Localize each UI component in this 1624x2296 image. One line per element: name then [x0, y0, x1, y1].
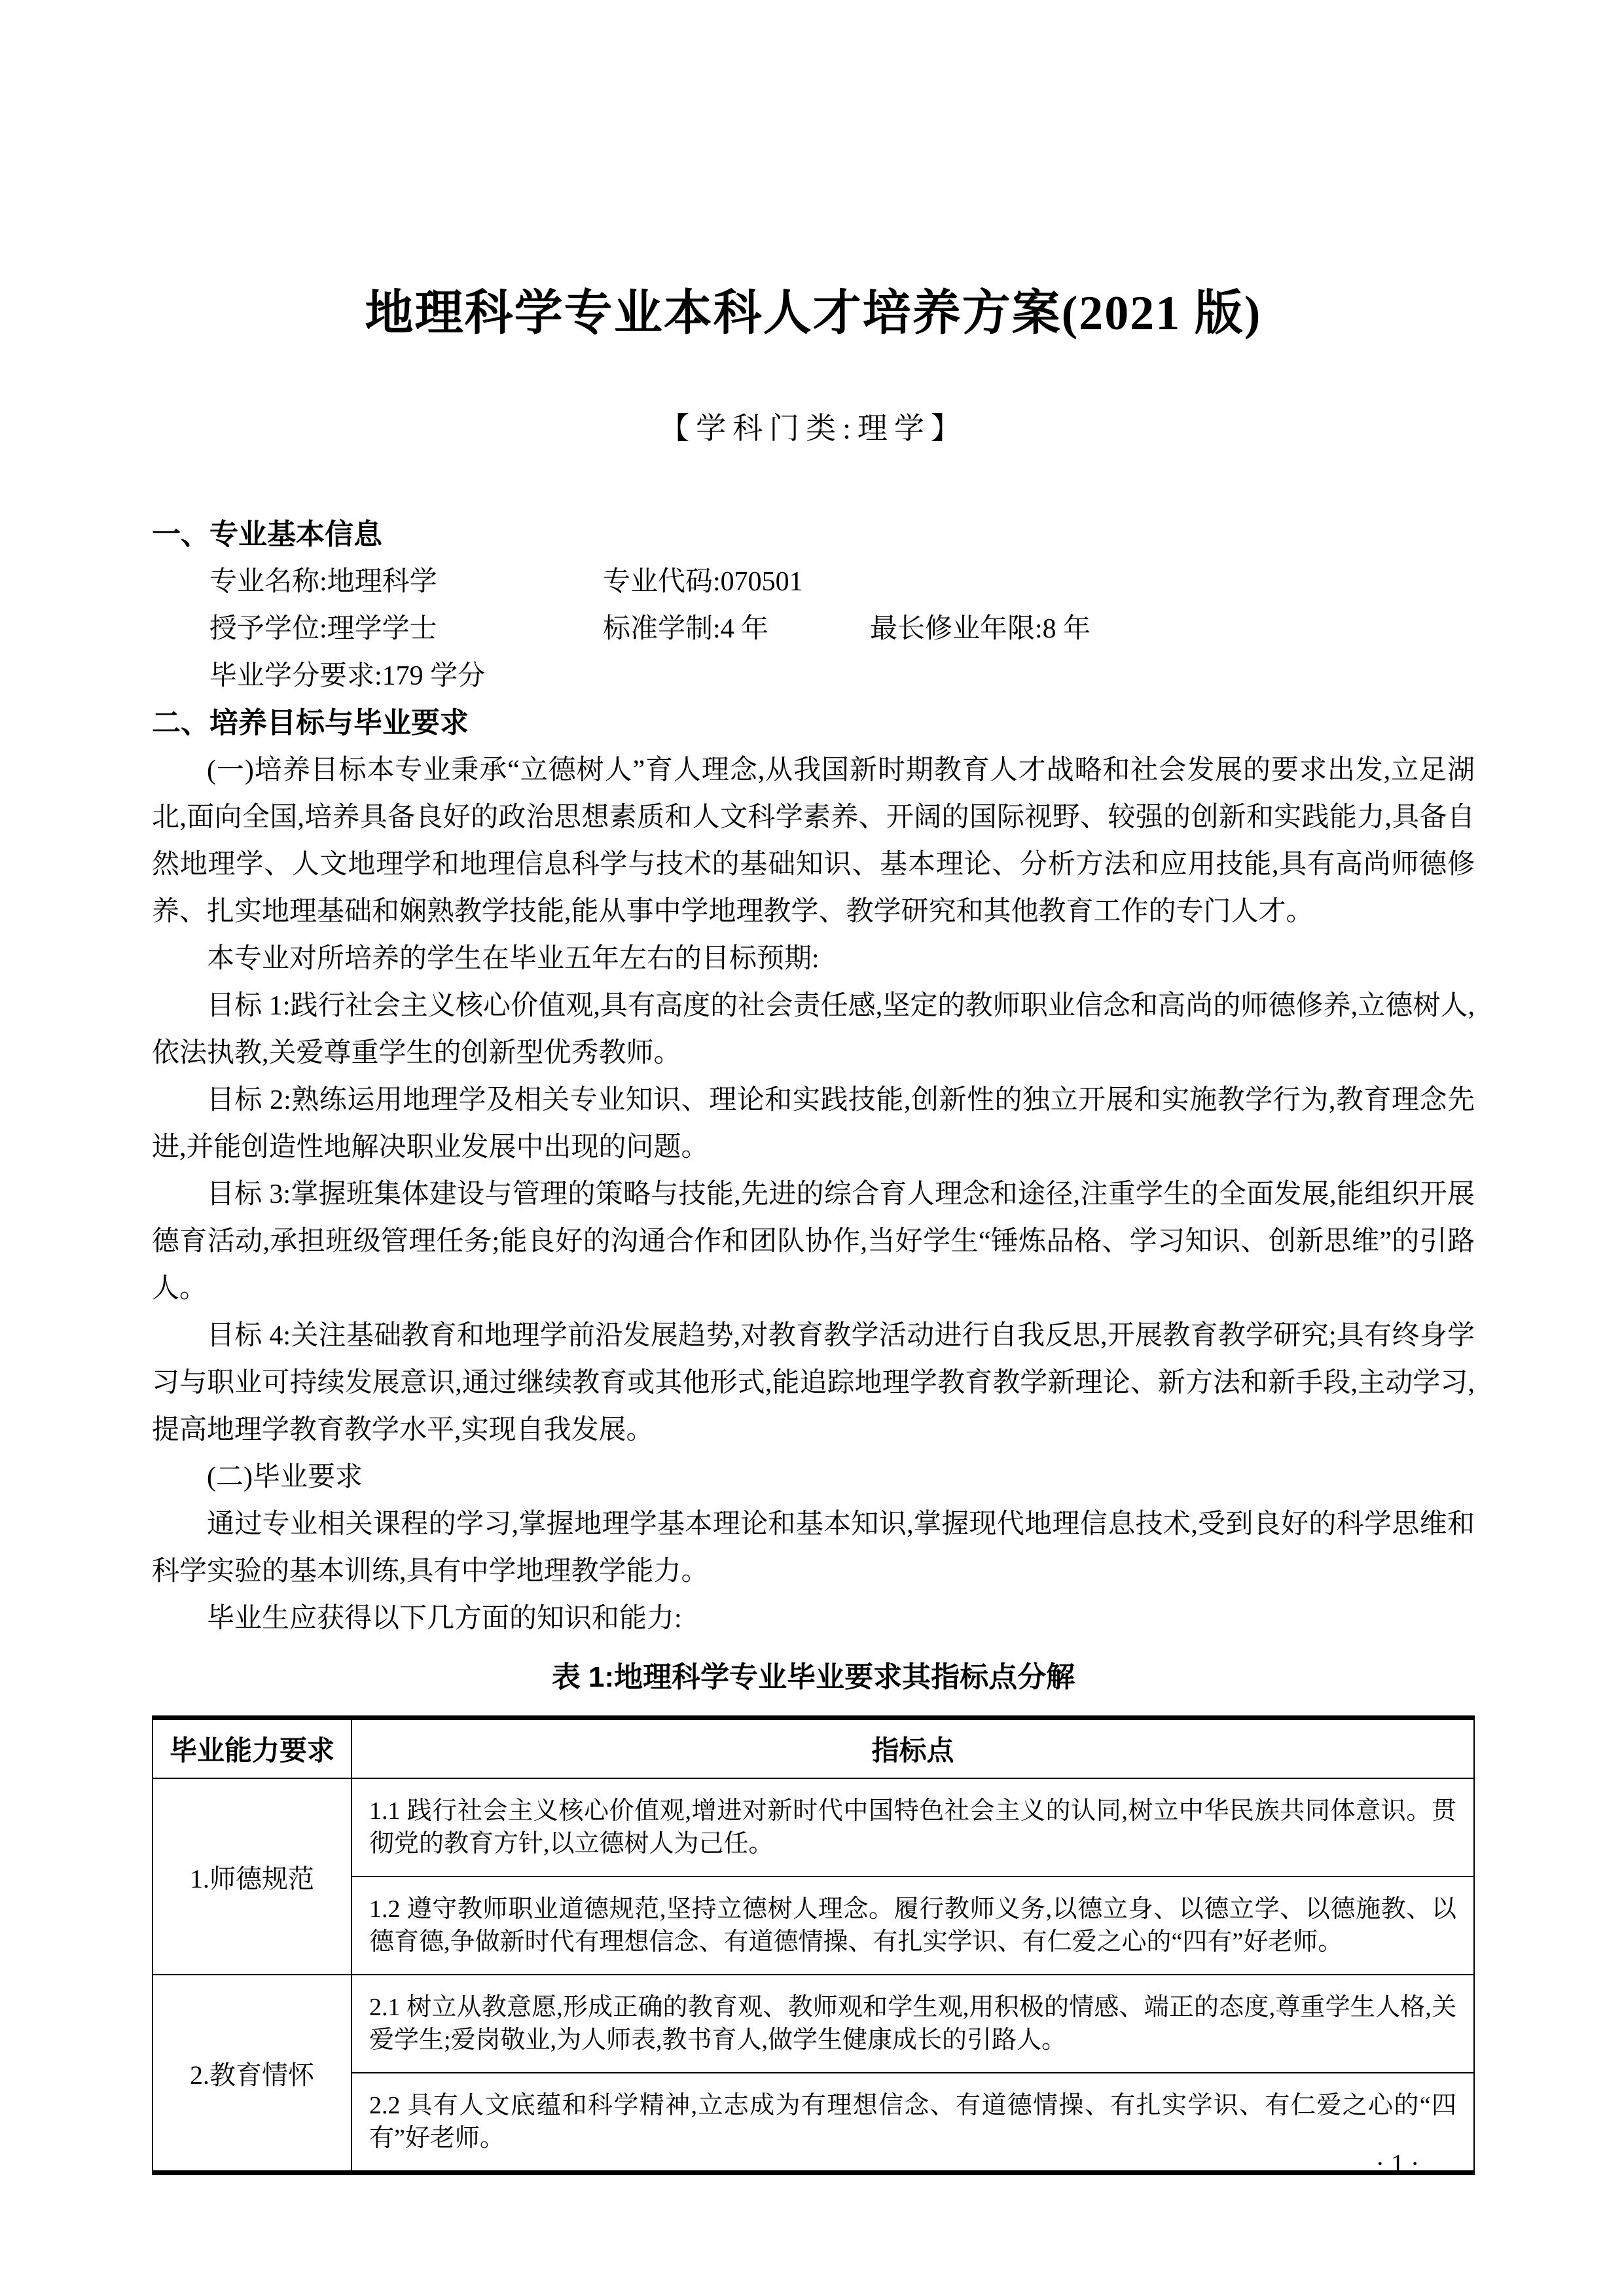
table-row: [153, 1975, 1474, 2073]
goal-2-paragraph: 目标 2:熟练运用地理学及相关专业知识、理论和实践技能,创新性的独立开展和实施教学行为,教育理念先进,并能创造性地解决职业发展中出现的问题。: [152, 1085, 1475, 1162]
table-1-title: 表 1:地理科学专业毕业要求其指标点分解: [551, 1661, 1075, 1693]
major-code-field: 专业代码:070501: [603, 567, 803, 597]
training-goal-intro-paragraph: (一)培养目标本专业秉承“立德树人”育人理念,从我国新时期教育人才战略和社会发展的要求出发,立足湖北,面向全国,培养具备良好的政治思想素质和人文科学素养、开阔的国际视野、较强的创新和实践能力,具备自然地理学、人文地理学和地理信息科学与技术的基础知识、基本理论、分析方法和应用技能,具有高尚师德修养、扎实地理基础和娴熟教学技能,能从事中学地理教学、教学研究和其他教育工作的专门人才。: [152, 755, 1475, 927]
indicator-cell-1-1: 1.1 践行社会主义核心价值观,增进对新时代中国特色社会主义的认同,树立中华民族共同体意识。贯彻党的教育方针,以立德树人为己任。: [352, 1778, 1474, 1876]
section-training-goals-heading: 二、培养目标与毕业要求: [152, 707, 469, 739]
major-name-field: 专业名称:地理科学: [209, 567, 437, 597]
graduation-requirements-paragraph: 通过专业相关课程的学习,掌握地理学基本理论和基本知识,掌握现代地理信息技术,受到良好的科学思维和科学实验的基本训练,具有中学地理教学能力。: [152, 1509, 1475, 1587]
goal-3-paragraph: 目标 3:掌握班集体建设与管理的策略与技能,先进的综合育人理念和途径,注重学生的全面发展,能组织开展德育活动,承担班级管理任务;能良好的沟通合作和团队协作,当好学生“锤炼品格、学习知识、创新思维”的引路人。: [152, 1179, 1475, 1304]
requirement-cell-jiaoyu-qinghuai: 2.教育情怀: [153, 1975, 352, 2173]
document-content: [152, 0, 1475, 2175]
indicator-cell-2-1: 2.1 树立从教意愿,形成正确的教育观、教师观和学生观,用积极的情感、端正的态度,尊重学生人格,关爱学生;爱岗敬业,为人师表,教书育人,做学生健康成长的引路人。: [352, 1975, 1474, 2073]
info-row-degree-years: [152, 605, 1475, 653]
requirement-cell-shide-guifan: 1.师德规范: [153, 1778, 352, 1975]
document-title: 地理科学专业本科人才培养方案(2021 版): [365, 287, 1262, 340]
goal-1-paragraph: 目标 1:践行社会主义核心价值观,具有高度的社会责任感,坚定的教师职业信念和高尚的师德修养,立德树人,依法执教,关爱尊重学生的创新型优秀教师。: [152, 991, 1475, 1068]
document-subtitle: 【学科门类:理学】: [659, 412, 967, 445]
section-basic-info-heading: 一、专业基本信息: [152, 518, 382, 550]
table-row: [153, 1778, 1474, 1876]
degree-field: 授予学位:理学学士: [209, 614, 437, 644]
graduation-credits-field: 毕业学分要求:179 学分: [209, 661, 486, 691]
indicator-cell-1-2: 1.2 遵守教师职业道德规范,坚持立德树人理念。履行教师义务,以德立身、以德立学、以德施教、以德育德,争做新时代有理想信念、有道德情操、有扎实学识、有仁爱之心的“四有”好老师。: [352, 1876, 1474, 1975]
table-header-indicator: 指标点: [352, 1718, 1474, 1779]
goal-expectation-lead-paragraph: 本专业对所培养的学生在毕业五年左右的目标预期:: [207, 944, 820, 974]
page-number: · 1 ·: [1375, 2149, 1420, 2178]
goal-4-paragraph: 目标 4:关注基础教育和地理学前沿发展趋势,对教育教学活动进行自我反思,开展教育教学研究;具有终身学习与职业可持续发展意识,通过继续教育或其他形式,能追踪地理学教育教学新理论、新方法和新手段,主动学习,提高地理学教育教学水平,实现自我发展。: [152, 1321, 1475, 1445]
graduation-requirements-table: [152, 1715, 1475, 2175]
info-row-name-code: [152, 558, 1475, 605]
info-row-credits: [152, 653, 1475, 700]
schooling-length-field: 标准学制:4 年: [603, 614, 769, 644]
max-study-years-field: 最长修业年限:8 年: [870, 614, 1091, 644]
graduation-requirements-subheading: (二)毕业要求: [207, 1462, 363, 1492]
indicator-cell-2-2: 2.2 具有人文底蕴和科学精神,立志成为有理想信念、有道德情操、有扎实学识、有仁爱之心的“四有”好老师。: [352, 2073, 1474, 2173]
table-header-row: [153, 1718, 1474, 1779]
knowledge-abilities-lead-paragraph: 毕业生应获得以下几方面的知识和能力:: [207, 1604, 682, 1634]
table-header-requirement: 毕业能力要求: [153, 1718, 352, 1779]
